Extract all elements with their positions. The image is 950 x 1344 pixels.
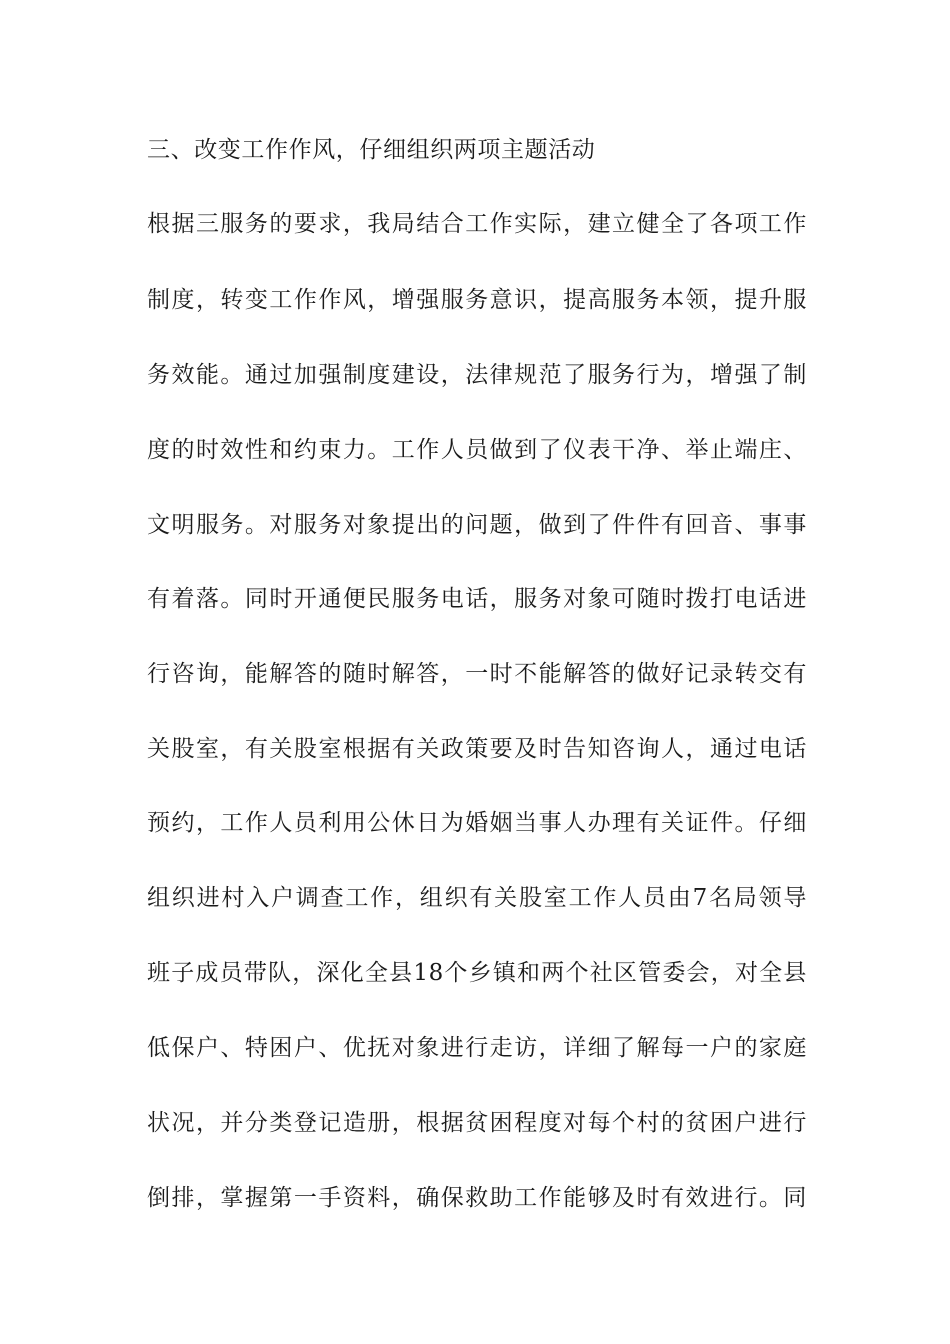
paragraph-line: 有着落。同时开通便民服务电话，服务对象可随时拨打电话进 — [147, 586, 807, 612]
paragraph-line: 班子成员带队，深化全县18个乡镇和两个社区管委会，对全县 — [147, 960, 807, 986]
paragraph-line: 状况，并分类登记造册，根据贫困程度对每个村的贫困户进行 — [147, 1110, 807, 1136]
paragraph-line: 务效能。通过加强制度建设，法律规范了服务行为，增强了制 — [147, 362, 807, 388]
paragraph-line: 度的时效性和约束力。工作人员做到了仪表干净、举止端庄、 — [147, 437, 807, 463]
paragraph-line: 制度，转变工作作风，增强服务意识，提高服务本领，提升服 — [147, 287, 807, 313]
paragraph-line: 文明服务。对服务对象提出的问题，做到了件件有回音、事事 — [147, 512, 807, 538]
section-heading: 三、改变工作作风，仔细组织两项主题活动 — [147, 137, 596, 163]
paragraph-line: 根据三服务的要求，我局结合工作实际，建立健全了各项工作 — [147, 211, 807, 237]
paragraph-line: 关股室，有关股室根据有关政策要及时告知咨询人，通过电话 — [147, 736, 807, 762]
paragraph-line: 行咨询，能解答的随时解答，一时不能解答的做好记录转交有 — [147, 661, 807, 687]
paragraph-line: 预约，工作人员利用公休日为婚姻当事人办理有关证件。仔细 — [147, 810, 807, 836]
paragraph-line: 组织进村入户调查工作，组织有关股室工作人员由7名局领导 — [147, 885, 807, 911]
paragraph-line: 倒排，掌握第一手资料，确保救助工作能够及时有效进行。同 — [147, 1185, 807, 1211]
paragraph-line: 低保户、特困户、优抚对象进行走访，详细了解每一户的家庭 — [147, 1035, 807, 1061]
